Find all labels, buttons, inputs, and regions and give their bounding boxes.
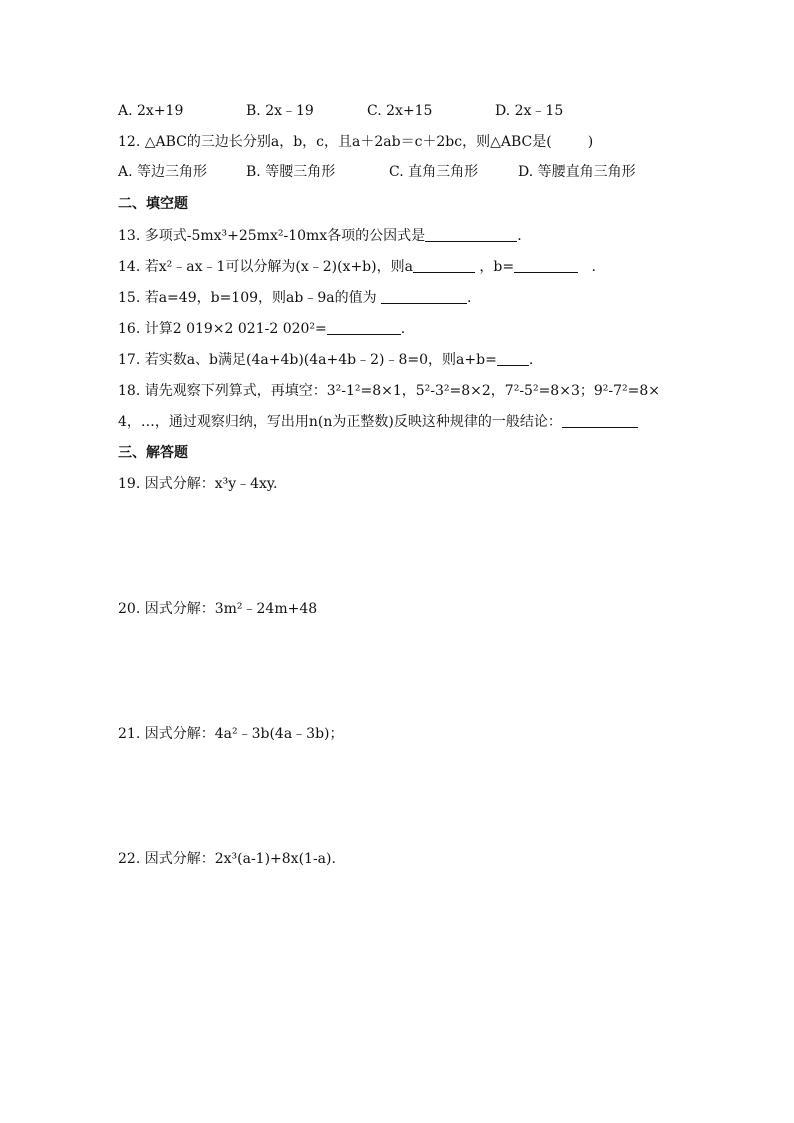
- q12-stem-text: 12. △ABC的三边长分别a，b，c，且a＋2ab＝c＋2bc，则△ABC是(: [118, 134, 552, 150]
- q17-end: .: [528, 352, 534, 368]
- q12-close-paren: ): [587, 134, 594, 150]
- q14-end: .: [591, 259, 596, 275]
- q11-options: [118, 101, 698, 121]
- q22: 22. 因式分解：2x³(a-1)+8x(1-a).: [118, 851, 336, 867]
- q20: 20. 因式分解：3m²﹣24m+48: [118, 601, 318, 617]
- q17-answer-blank[interactable]: [497, 351, 529, 366]
- q14-mid: ，b=: [479, 259, 515, 275]
- q15-end: .: [467, 290, 472, 306]
- q17-text: 17. 若实数a、b满足(4a+4b)(4a+4b﹣2)﹣8=0，则a+b=: [118, 352, 497, 368]
- q14-answer-blank-a[interactable]: [413, 258, 475, 273]
- q13-answer-blank[interactable]: [425, 227, 517, 242]
- q14: [118, 257, 596, 277]
- q18-text: 4，…，通过观察归纳，写出用n(n为正整数)反映这种规律的一般结论：: [118, 414, 562, 430]
- q16-end: .: [400, 321, 406, 337]
- q13: [118, 226, 522, 246]
- q21: 21. 因式分解：4a²﹣3b(4a﹣3b)；: [118, 726, 344, 742]
- q11-option-b: B. 2x﹣19: [246, 103, 314, 119]
- q14-answer-blank-b[interactable]: [514, 258, 578, 273]
- q11-option-c: C. 2x+15: [367, 103, 433, 119]
- q17: [118, 350, 533, 370]
- q12-option-b: B. 等腰三角形: [246, 164, 336, 180]
- section-title-fill-in: 二、填空题: [118, 196, 188, 212]
- q18-answer-blank[interactable]: [562, 413, 638, 428]
- q15-text: 15. 若a=49，b=109，则ab﹣9a的值为: [118, 290, 377, 306]
- q14-text: 14. 若x²﹣ax﹣1可以分解为(x﹣2)(x+b)，则a: [118, 259, 413, 275]
- q11-option-d: D. 2x﹣15: [495, 103, 564, 119]
- q12-option-d: D. 等腰直角三角形: [518, 164, 636, 180]
- q18-line-2: [118, 412, 638, 432]
- q15-answer-blank[interactable]: [381, 289, 467, 304]
- q16: [118, 319, 405, 339]
- q12-stem: [118, 132, 593, 152]
- q11-option-a: A. 2x+19: [118, 103, 184, 119]
- q13-end: .: [517, 228, 522, 244]
- q15: [118, 288, 472, 308]
- q18-line-1: 18. 请先观察下列算式，再填空：3²-1²=8×1，5²-3²=8×2，7²-5²=8×3；9²-7²=8×: [118, 383, 660, 399]
- q12-option-c: C. 直角三角形: [389, 164, 479, 180]
- q16-answer-blank[interactable]: [327, 320, 401, 335]
- q12-option-a: A. 等边三角形: [118, 164, 208, 180]
- q13-text: 13. 多项式-5mx³+25mx²-10mx各项的公因式是: [118, 228, 426, 244]
- q19: 19. 因式分解：x³y﹣4xy.: [118, 476, 278, 492]
- section-title-problems: 三、解答题: [118, 445, 188, 461]
- q12-options: [118, 162, 698, 182]
- q16-text: 16. 计算2 019×2 021-2 020²=: [118, 321, 327, 337]
